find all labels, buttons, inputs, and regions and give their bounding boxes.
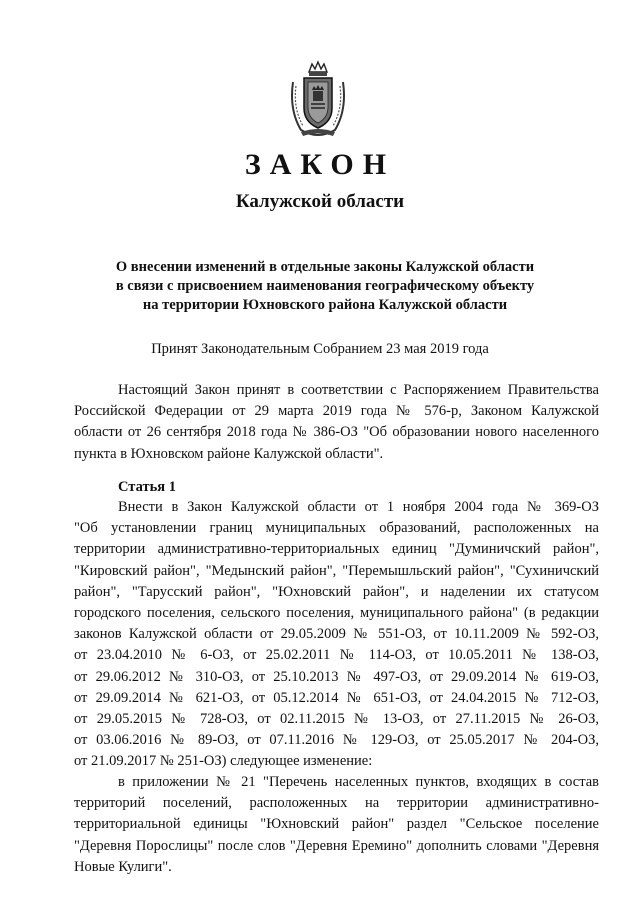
article-heading: Статья 1 bbox=[118, 479, 176, 495]
article-line: от 03.06.2016 № 89-ОЗ, от 07.11.2016 № 129-ОЗ, от 25.05.2017 № 204-ОЗ, bbox=[74, 732, 599, 749]
article-line: от 29.06.2012 № 310-ОЗ, от 25.10.2013 № 497-ОЗ, от 29.09.2014 № 619-ОЗ, bbox=[74, 668, 599, 685]
amendment-line: "Деревня Порослицы" после слов "Деревня Еремино" дополнить словами "Деревня bbox=[74, 837, 599, 854]
article-line: от 29.09.2014 № 621-ОЗ, от 05.12.2014 № 651-ОЗ, от 24.04.2015 № 712-ОЗ, bbox=[74, 689, 599, 706]
article-line: район", "Тарусский район", "Юхновский район", и наделении их статусом bbox=[74, 583, 599, 600]
article-line: городского поселения, сельского поселения, муниципального района" (в редакции bbox=[74, 604, 599, 621]
law-heading-line: О внесении изменений в отдельные законы Калужской области bbox=[115, 259, 535, 275]
document-title: ЗАКОН bbox=[244, 148, 396, 181]
article-line: "Кировский район", "Медынский район", "Перемышльский район", "Сухиничский bbox=[74, 562, 599, 579]
article-line: "Об установлении границ муниципальных образований, расположенных на bbox=[74, 520, 599, 537]
amendment-line: территорий поселений, расположенных на территории административно- bbox=[74, 795, 599, 812]
adoption-date: Принят Законодательным Собранием 23 мая 2019 года bbox=[151, 341, 489, 357]
preamble-paragraph bbox=[74, 380, 599, 465]
preamble-line: области от 26 сентября 2018 года № 386-ОЗ "Об образовании нового населенного bbox=[74, 424, 599, 441]
article-line: территории административно-территориальных единиц "Думиничский район", bbox=[74, 541, 599, 558]
law-heading-line: на территории Юхновского района Калужской области bbox=[142, 297, 508, 313]
law-heading-line: в связи с присвоением наименования географическому объекту bbox=[115, 278, 535, 294]
preamble-line: Российской Федерации от 29 марта 2019 года № 576-р, Законом Калужской bbox=[74, 403, 599, 420]
law-heading bbox=[60, 258, 590, 315]
coat-of-arms-emblem bbox=[287, 60, 349, 140]
article-paragraph bbox=[74, 497, 599, 772]
amendment-paragraph bbox=[74, 772, 599, 878]
article-line: от 21.09.2017 № 251-ОЗ) следующее изменение: bbox=[74, 753, 373, 770]
article-line: законов Калужской области от 29.05.2009 № 551-ОЗ, от 10.11.2009 № 592-ОЗ, bbox=[74, 626, 599, 643]
preamble-line: пункта в Юхновском районе Калужской области". bbox=[74, 445, 384, 462]
article-line: от 23.04.2010 № 6-ОЗ, от 25.02.2011 № 114-ОЗ, от 10.05.2011 № 138-ОЗ, bbox=[74, 647, 599, 664]
amendment-line: территориальной единицы "Юхновский район" раздел "Сельское поселение bbox=[74, 816, 599, 833]
article-line: от 29.05.2015 № 728-ОЗ, от 02.11.2015 № 13-ОЗ, от 27.11.2015 № 26-ОЗ, bbox=[74, 710, 599, 727]
amendment-line: Новые Кулиги". bbox=[74, 858, 172, 875]
document-region: Калужской области bbox=[235, 191, 405, 212]
preamble-line: Настоящий Закон принят в соответствии с Распоряжением Правительства bbox=[118, 382, 599, 398]
article-line: Внести в Закон Калужской области от 1 ноября 2004 года № 369-ОЗ bbox=[118, 499, 599, 515]
amendment-line: в приложении № 21 "Перечень населенных пунктов, входящих в состав bbox=[118, 774, 599, 790]
